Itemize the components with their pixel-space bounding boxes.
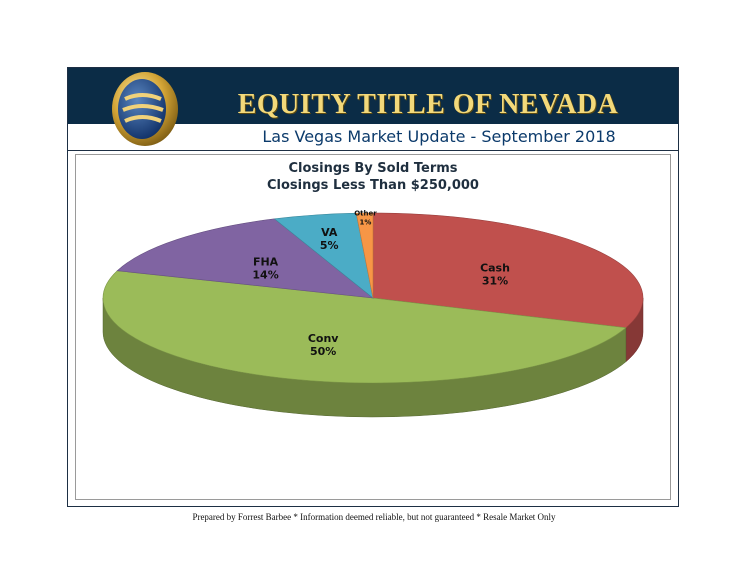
pie-slices [103, 213, 643, 383]
pie-chart [76, 155, 670, 499]
pie-label-other: Other [354, 209, 377, 218]
company-logo-icon [105, 69, 183, 149]
pie-value-fha: 14% [252, 268, 279, 282]
chart-title: Closings By Sold Terms [288, 161, 458, 176]
pie-label-fha: FHA [252, 255, 279, 269]
chart-panel [75, 154, 671, 500]
pie-label-cash: Cash [480, 261, 510, 275]
footer-note: Prepared by Forrest Barbee * Information deemed reliable, but not guaranteed * Resale Market Only [192, 512, 556, 522]
pie-value-other: 1% [359, 218, 372, 227]
company-title: EQUITY TITLE OF NEVADA [237, 89, 619, 120]
pie-label-va: VA [321, 225, 338, 239]
pie-value-cash: 31% [481, 274, 509, 288]
pie-value-conv: 50% [310, 345, 337, 359]
chart-subtitle: Closings Less Than $250,000 [267, 178, 479, 193]
pie-label-conv: Conv [307, 332, 339, 346]
report-subtitle: Las Vegas Market Update - September 2018 [262, 127, 616, 146]
pie-value-va: 5% [319, 238, 339, 252]
report-frame [67, 67, 679, 507]
